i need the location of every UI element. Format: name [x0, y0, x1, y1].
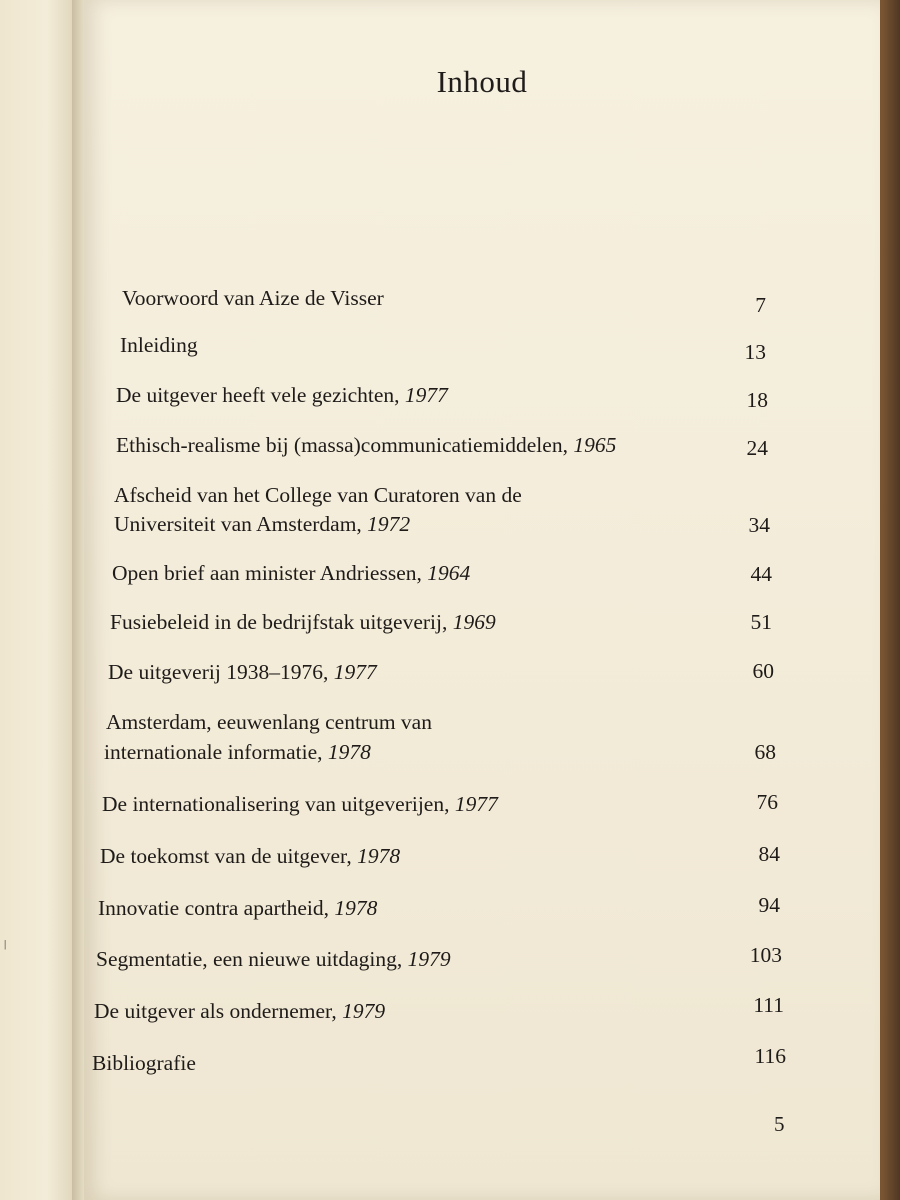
toc-entry-year: 1978: [327, 740, 371, 764]
toc-entry-title: Innovatie contra apartheid, 1978: [98, 896, 378, 920]
toc-entry-year: 1977: [404, 383, 448, 407]
toc-entry-title-line2: Universiteit van Amsterdam, 1972: [114, 512, 411, 536]
toc-entry-page: 76: [756, 790, 778, 814]
toc-entry-page: 84: [758, 842, 780, 866]
toc-entry-page: 94: [758, 893, 780, 917]
page-title: Inhoud: [436, 64, 528, 99]
toc-entry-title-line2: internationale informatie, 1978: [104, 740, 371, 764]
toc-entry-title: De toekomst van de uitgever, 1978: [100, 844, 401, 868]
toc-entry-year: 1969: [452, 610, 496, 634]
toc-entry-page: 68: [754, 740, 776, 764]
toc-entry-page: 44: [750, 562, 772, 586]
toc-entry-year: 1964: [427, 561, 471, 585]
toc-entry-year: 1977: [333, 660, 377, 684]
toc-entry-title: Inleiding: [120, 333, 198, 357]
toc-entry-title: De uitgever als ondernemer, 1979: [94, 999, 386, 1023]
toc-entry-page: 24: [746, 436, 768, 460]
toc-entry-page: 116: [754, 1044, 786, 1068]
toc-entry-title: De uitgever heeft vele gezichten, 1977: [116, 383, 448, 407]
toc-entry-title: De internationalisering van uitgeverijen, 1977: [102, 792, 498, 816]
toc-entry-year: 1979: [407, 947, 451, 971]
facing-page-mark: |: [4, 938, 7, 950]
toc-entry-page: 60: [752, 659, 774, 683]
toc-entry-title: Open brief aan minister Andriessen, 1964: [112, 561, 471, 585]
facing-page-edge: [0, 0, 78, 1200]
page-number: 5: [774, 1112, 785, 1136]
toc-entry-page: 111: [753, 993, 784, 1017]
toc-entry-title: Afscheid van het College van Curatoren van de: [114, 483, 522, 507]
toc-entry-page: 18: [746, 388, 768, 412]
toc-entry-page: 13: [744, 340, 766, 364]
toc-entry-title: Amsterdam, eeuwenlang centrum van: [106, 710, 432, 734]
toc-entry-title: Bibliografie: [92, 1051, 196, 1075]
table-of-contents: [84, 0, 880, 1200]
toc-entry-year: 1977: [454, 792, 498, 816]
toc-entry-page: 7: [755, 293, 766, 317]
toc-entry-year: 1978: [334, 896, 378, 920]
toc-entry-page: 103: [749, 943, 782, 967]
toc-entry-title: Ethisch-realisme bij (massa)communicatiemiddelen, 1965: [116, 433, 617, 457]
toc-entry-title: Voorwoord van Aize de Visser: [122, 286, 384, 310]
book-page: [84, 0, 880, 1200]
toc-entry-year: 1965: [573, 433, 617, 457]
toc-entry-year: 1972: [367, 512, 411, 536]
toc-entry-title: Segmentatie, een nieuwe uitdaging, 1979: [96, 947, 451, 971]
toc-entry-page: 51: [750, 610, 772, 634]
toc-entry-page: 34: [748, 513, 770, 537]
toc-entry-title: Fusiebeleid in de bedrijfstak uitgeverij, 1969: [110, 610, 496, 634]
toc-entry-title: De uitgeverij 1938–1976, 1977: [108, 660, 377, 684]
toc-entry-year: 1978: [357, 844, 401, 868]
toc-entry-year: 1979: [342, 999, 386, 1023]
